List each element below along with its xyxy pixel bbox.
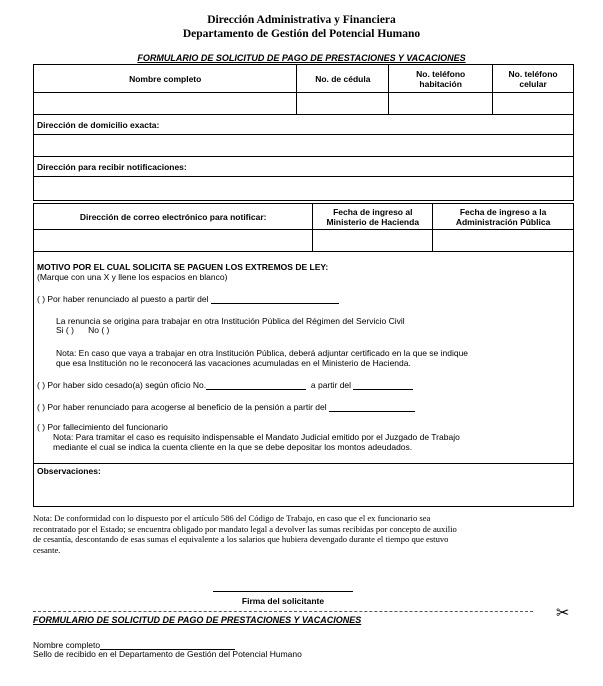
nota2-line1: Nota: Para tramitar el caso es requisito indispensable el Mandato Judicial emitido por el Juzgado de Trabajo — [53, 432, 460, 442]
notificaciones-label: Dirección para recibir notificaciones: — [34, 157, 574, 177]
renuncia-choice — [56, 325, 109, 335]
cedula-field[interactable] — [297, 93, 389, 115]
correo-header: Dirección de correo electrónico para notificar: — [34, 204, 313, 230]
receipt-title: FORMULARIO DE SOLICITUD DE PAGO DE PRESTACIONES Y VACACIONES — [33, 615, 362, 625]
tel-hab-header: No. teléfono habitación — [389, 65, 493, 93]
option-cesado[interactable]: ( ) Por haber sido cesado(a) según oficio No. a partir del — [37, 380, 413, 390]
renuncia-date-blank[interactable] — [211, 295, 339, 304]
fecha-administracion-header: Fecha de ingreso a la Administración Pública — [433, 204, 574, 230]
fecha-ministerio-field[interactable] — [313, 230, 433, 252]
option-renuncia[interactable]: ( ) Por haber renunciado al puesto a partir del — [37, 294, 339, 304]
legal-note: Nota: De conformidad con lo dispuesto por el artículo 586 del Código de Trabajo, en caso que el ex funcionario sea recontratado por el Estado; se encuentra obligado por mandato legal a devolver las sumas recibidas por concepto de auxilio de cesantía, descontando de esas sumas el equivalente a los salarios que hubiera devengado durante el tiempo que estuvo cesante. — [33, 513, 457, 555]
signature-line[interactable] — [213, 591, 353, 592]
tel-cel-field[interactable] — [493, 93, 574, 115]
applicant-info-table — [33, 64, 574, 201]
cedula-header: No. de cédula — [297, 65, 389, 93]
fecha-ministerio-header: Fecha de ingreso al Ministerio de Hacienda — [313, 204, 433, 230]
cesado-date-blank[interactable] — [353, 381, 413, 390]
header-line-2: Departamento de Gestión del Potencial Humano — [182, 28, 421, 40]
si-checkbox[interactable]: Si ( ) — [56, 325, 74, 335]
nombre-field[interactable] — [34, 93, 297, 115]
nota1-line1: Nota: En caso que vaya a trabajar en otra Institución Pública, deberá adjuntar certificado en la que se indique — [56, 348, 469, 358]
option-pension[interactable]: ( ) Por haber renunciado para acogerse al beneficio de la pensión a partir del — [37, 402, 415, 412]
cut-line — [33, 611, 533, 612]
no-checkbox[interactable]: No ( ) — [88, 325, 110, 335]
nombre-header: Nombre completo — [34, 65, 297, 93]
renuncia-text: La renuncia se origina para trabajar en otra Institución Pública del Régimen del Servicio Civil — [56, 316, 405, 326]
receipt-nombre[interactable]: Nombre completo — [33, 640, 235, 650]
email-dates-table — [33, 203, 574, 252]
option-fallecimiento[interactable]: ( ) Por fallecimiento del funcionario — [37, 422, 168, 432]
form-title: FORMULARIO DE SOLICITUD DE PAGO DE PRESTACIONES Y VACACIONES — [137, 53, 466, 63]
tel-hab-field[interactable] — [389, 93, 493, 115]
header-line-1: Dirección Administrativa y Financiera — [207, 14, 396, 26]
receipt-sello: Sello de recibido en el Departamento de Gestión del Potencial Humano — [33, 649, 302, 659]
scissors-icon: ✂ — [556, 603, 570, 622]
tel-cel-header: No. teléfono celular — [493, 65, 574, 93]
fecha-administracion-field[interactable] — [433, 230, 574, 252]
pension-date-blank[interactable] — [329, 403, 415, 412]
notificaciones-field[interactable] — [34, 177, 574, 201]
domicilio-field[interactable] — [34, 135, 574, 157]
observaciones-box[interactable] — [33, 463, 574, 507]
signature-label: Firma del solicitante — [241, 596, 325, 606]
observaciones-label: Observaciones: — [37, 466, 101, 476]
nota2-line2: mediante el cual se indica la cuenta cliente en la que se debe depositar los montos adeudados. — [53, 442, 413, 452]
domicilio-label: Dirección de domicilio exacta: — [34, 115, 574, 135]
motivo-instruction: (Marque con una X y llene los espacios en blanco) — [37, 272, 228, 282]
motivo-title: MOTIVO POR EL CUAL SOLICITA SE PAGUEN LOS EXTREMOS DE LEY: — [37, 262, 329, 272]
oficio-blank[interactable] — [206, 381, 306, 390]
correo-field[interactable] — [34, 230, 313, 252]
nota1-line2: que esa Institución no le reconocerá las vacaciones acumuladas en el Ministerio de Hacienda. — [56, 358, 411, 368]
